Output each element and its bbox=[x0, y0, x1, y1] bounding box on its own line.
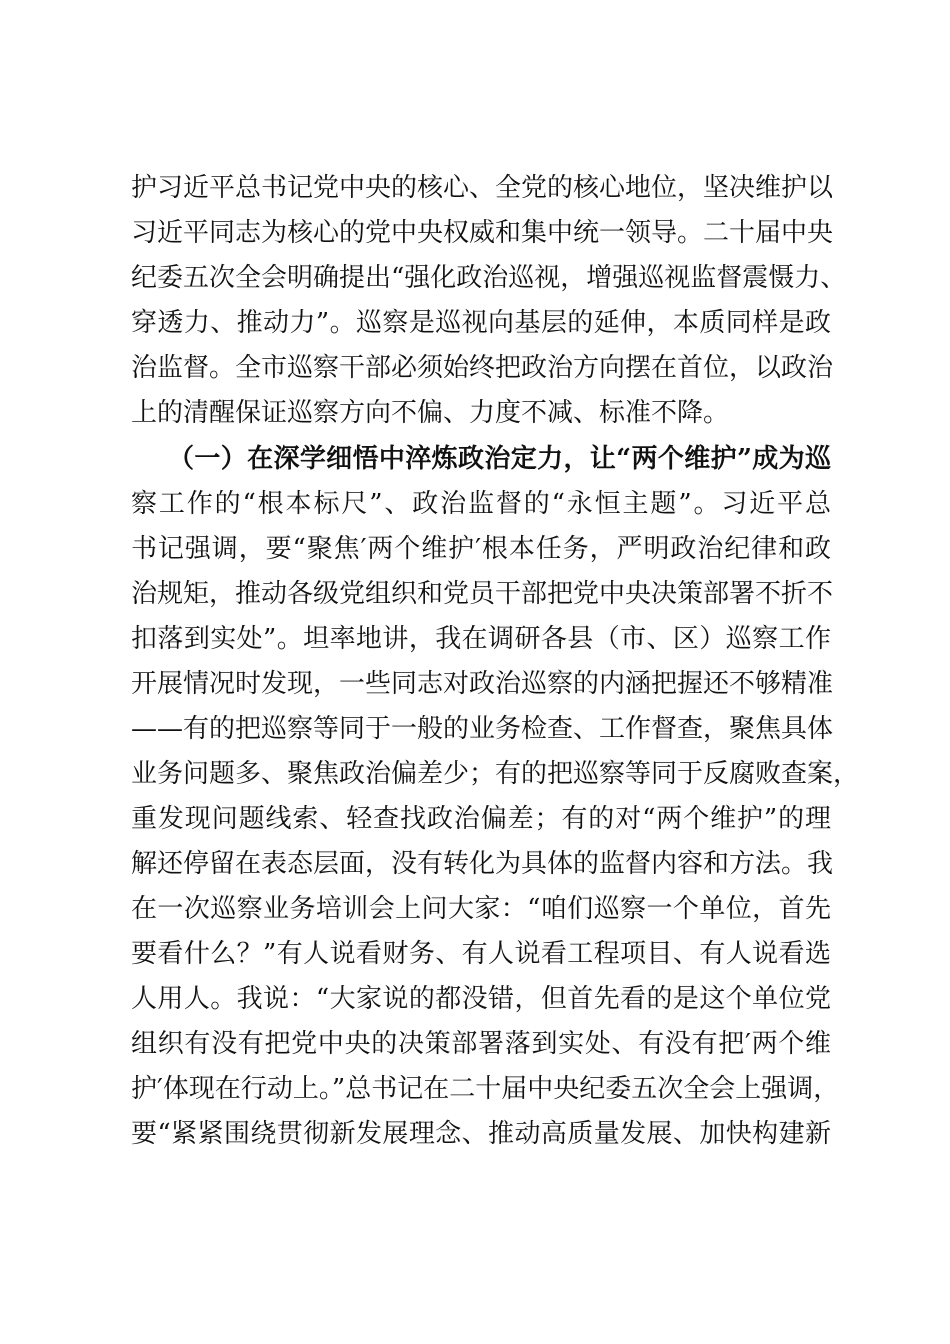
body-line-12: 开展情况时发现，一些同志对政治巡察的内涵把握还不够精准 bbox=[131, 669, 834, 699]
body-line-11: 扣落到实处”。坦率地讲，我在调研各县（市、区）巡察工作 bbox=[131, 624, 831, 654]
body-line-1: 护习近平总书记党中央的核心、全党的核心地位，坚决维护以 bbox=[131, 173, 834, 203]
body-line-6: 上的清醒保证巡察方向不偏、力度不减、标准不降。 bbox=[131, 398, 730, 428]
body-line-9: 书记强调，要“聚焦′两个维护′根本任务，严明政治纪律和政 bbox=[131, 534, 831, 564]
body-line-13: ——有的把巡察等同于一般的业务检查、工作督查，聚焦具体 bbox=[131, 714, 834, 744]
body-line-5: 治监督。全市巡察干部必须始终把政治方向摆在首位，以政治 bbox=[131, 353, 834, 383]
body-line-22: 要“紧紧围绕贯彻新发展理念、推动高质量发展、加快构建新 bbox=[131, 1119, 831, 1149]
body-line-10: 治规矩，推动各级党组织和党员干部把党中央决策部署不折不 bbox=[131, 579, 834, 609]
body-line-20: 组织有没有把党中央的决策部署落到实处、有没有把′两个维 bbox=[131, 1029, 831, 1059]
body-line-3: 纪委五次全会明确提出“强化政治巡视，增强巡视监督震慑力、 bbox=[131, 263, 847, 293]
body-line-19: 人用人。我说：“大家说的都没错，但首先看的是这个单位党 bbox=[131, 984, 831, 1014]
body-line-18: 要看什么？”有人说看财务、有人说看工程项目、有人说看选 bbox=[131, 939, 831, 969]
body-line-15: 重发现问题线索、轻查找政治偏差；有的对“两个维护”的理 bbox=[131, 804, 831, 834]
body-line-8: 察工作的“根本标尺”、政治监督的“永恒主题”。习近平总 bbox=[131, 489, 831, 519]
body-line-17: 在一次巡察业务培训会上问大家：“咱们巡察一个单位，首先 bbox=[131, 894, 831, 924]
section-heading-line-1: （一）在深学细悟中淬炼政治定力，让“两个维护”成为巡 bbox=[168, 444, 831, 474]
body-line-4: 穿透力、推动力”。巡察是巡视向基层的延伸，本质同样是政 bbox=[131, 308, 831, 338]
body-line-16: 解还停留在表态层面，没有转化为具体的监督内容和方法。我 bbox=[131, 849, 834, 879]
body-line-21: 护′体现在行动上。”总书记在二十届中央纪委五次全会上强调， bbox=[131, 1074, 840, 1104]
body-line-14: 业务问题多、聚焦政治偏差少；有的把巡察等同于反腐败查案， bbox=[131, 759, 860, 789]
body-line-2: 习近平同志为核心的党中央权威和集中统一领导。二十届中央 bbox=[131, 218, 834, 248]
